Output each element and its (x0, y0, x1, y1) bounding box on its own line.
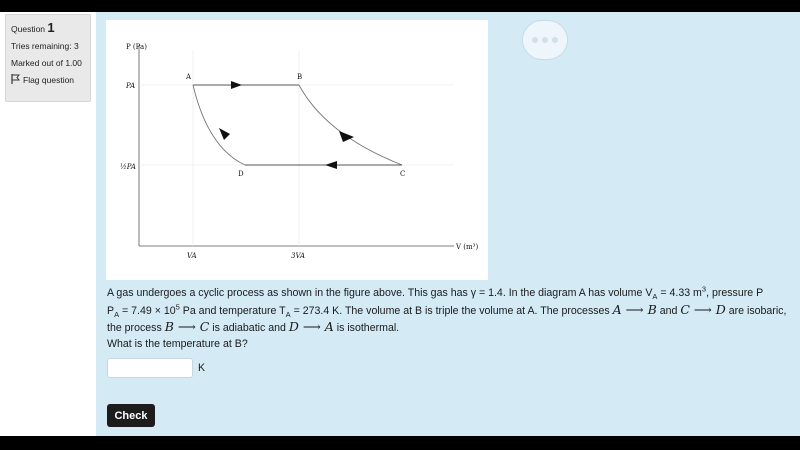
math-b-c: B ⟶ C (164, 319, 210, 334)
point-d-label: D (238, 170, 244, 178)
more-dot-icon (542, 37, 548, 43)
question-number (11, 19, 85, 38)
qtext-sup: 5 (175, 301, 180, 311)
question-content (96, 12, 800, 436)
arrow-a-b (231, 81, 242, 89)
three-va-label: 3VA (291, 252, 306, 260)
x-axis-label: V (m³) (456, 243, 479, 251)
path-b-c (299, 85, 402, 165)
point-b-label: B (297, 73, 303, 81)
qtext-sup: 3 (701, 284, 707, 294)
qtext-part: , pressure P (706, 287, 764, 299)
flag-icon (11, 74, 20, 84)
qtext-part: and (656, 304, 681, 317)
question-prompt: What is the temperature at B? (107, 338, 248, 350)
answer-input[interactable] (107, 358, 193, 378)
qtext-part: is adiabatic and (209, 322, 289, 334)
path-d-a (193, 85, 245, 165)
qtext-part: is isothermal. (333, 322, 400, 334)
flag-question-link[interactable] (11, 72, 85, 89)
quiz-page (0, 12, 800, 436)
more-dot-icon (552, 37, 558, 43)
point-a-label: A (186, 73, 192, 81)
pa-label: PA (126, 82, 136, 90)
qtext-part: Pa and temperature T (179, 304, 286, 317)
arrow-d-a (219, 128, 230, 140)
answer-unit: K (198, 362, 206, 374)
qtext-sub: A (652, 292, 658, 302)
question-label: Question (11, 24, 46, 34)
question-info-panel (5, 14, 91, 102)
more-options-button[interactable] (522, 20, 568, 60)
qtext-part: = 273.4 K. The volume at B is triple the volume at A. The processes (290, 304, 613, 317)
math-a-b: A ⟶ B (612, 301, 657, 317)
arrow-c-d (325, 161, 337, 169)
question-text (107, 286, 787, 337)
math-d-a: D ⟶ A (288, 319, 334, 334)
pv-diagram-svg (106, 20, 488, 280)
point-c-label: C (400, 170, 406, 178)
marked-out-of: Marked out of 1.00 (11, 58, 82, 68)
arrow-b-c (339, 131, 354, 142)
more-dot-icon (532, 37, 538, 43)
qtext-sub: A (285, 309, 291, 319)
math-c-d: C ⟶ D (680, 301, 726, 317)
qtext-pa: $P_A$ (107, 304, 120, 319)
qtext-part: A gas undergoes a cyclic process as shown in the figure above. This gas has γ = 1.4. In the diagram A has volume V (107, 287, 653, 299)
pv-diagram (106, 20, 488, 280)
check-button[interactable]: Check (107, 404, 155, 427)
qtext-part: are isobaric, the process (107, 304, 787, 334)
half-pa-label: ½PA (120, 163, 136, 171)
va-label: VA (187, 252, 197, 260)
qtext-sub: A (114, 309, 120, 319)
qtext-part: = 4.33 m (657, 287, 702, 299)
tries-remaining: Tries remaining: 3 (11, 41, 79, 51)
question-number-value: 1 (47, 20, 55, 35)
y-axis-label: P (Pa) (126, 43, 147, 51)
flag-label: Flag question (23, 75, 75, 85)
qtext-part: = 7.49 × 10 (119, 304, 176, 317)
